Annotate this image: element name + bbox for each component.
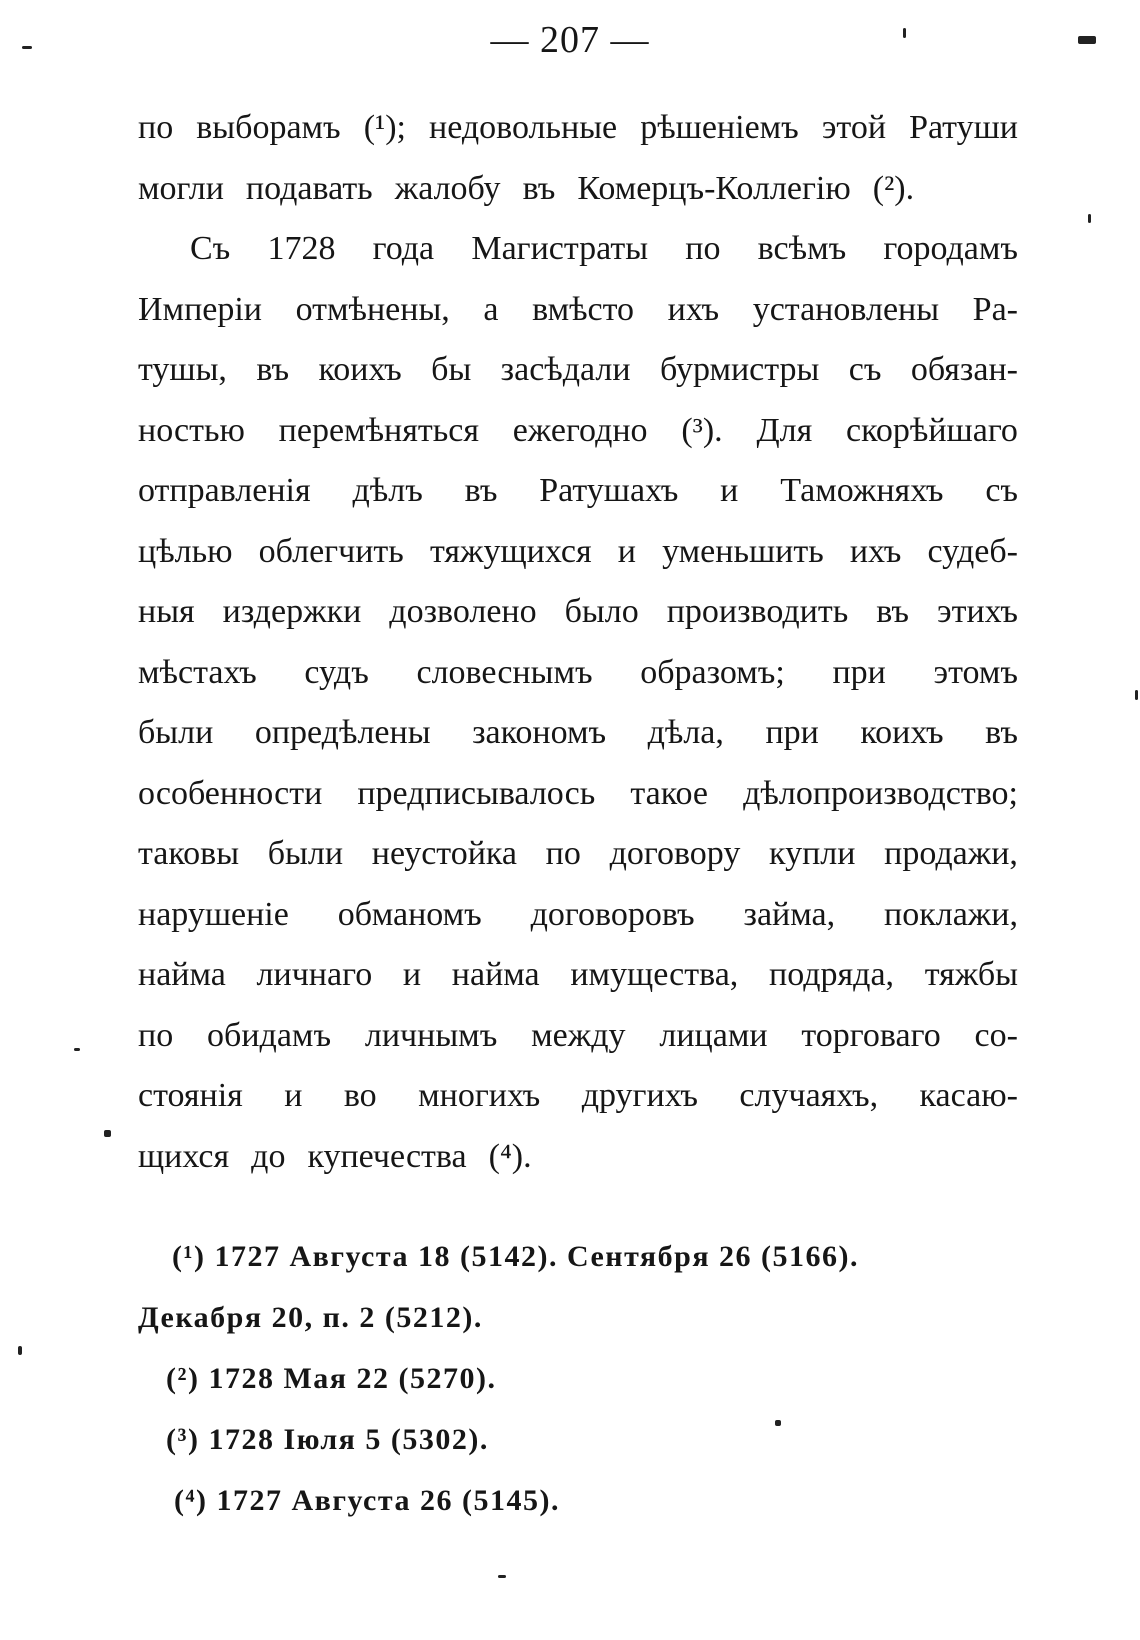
- word: недовольные: [429, 109, 618, 146]
- word: личнаго: [256, 956, 373, 993]
- word: и: [402, 956, 422, 993]
- word: Таможняхъ: [780, 472, 944, 509]
- word: перемѣняться: [278, 411, 479, 449]
- word: установлены: [752, 290, 940, 328]
- word: облегчить: [258, 532, 404, 570]
- word: ихъ: [849, 532, 902, 570]
- word: имущества,: [570, 956, 739, 993]
- word: судъ: [304, 653, 369, 691]
- word: выборамъ: [196, 109, 341, 146]
- word: производить: [666, 593, 849, 630]
- word: подряда,: [769, 956, 895, 993]
- scan-speck: [74, 1048, 80, 1051]
- text-line: [138, 280, 1018, 341]
- word: нарушеніе: [138, 895, 289, 933]
- word: коихъ: [860, 714, 944, 751]
- word: Магистраты: [471, 230, 649, 267]
- word: продажи,: [884, 835, 1018, 872]
- word: рѣшеніемъ: [640, 109, 799, 146]
- word: дѣла,: [647, 714, 724, 751]
- word: займа,: [743, 895, 836, 933]
- word: цѣлью: [138, 532, 233, 570]
- word: въ: [876, 593, 910, 630]
- word: подавать: [245, 169, 373, 207]
- word: договоровъ: [530, 895, 695, 933]
- text-line: [138, 764, 1018, 825]
- word: ныя: [138, 593, 195, 630]
- word: касаю-: [919, 1077, 1018, 1114]
- text-line: [138, 401, 1018, 462]
- text-line: [138, 885, 1018, 946]
- text-line: [138, 461, 1018, 522]
- scan-speck: [1078, 36, 1096, 44]
- scan-speck: [1088, 214, 1091, 223]
- word: вмѣсто: [532, 290, 635, 328]
- word: купечества: [307, 1137, 467, 1175]
- footnote-1-continued: Декабря 20, п. 2 (5212).: [138, 1301, 483, 1334]
- word: и: [617, 532, 636, 570]
- word: ихъ: [667, 290, 720, 328]
- text-line: [138, 1006, 1018, 1067]
- word: обманомъ: [337, 895, 482, 933]
- text-line: [138, 945, 1018, 1006]
- word: особенности: [138, 774, 323, 812]
- word: при: [765, 714, 819, 751]
- scan-speck: [104, 1130, 111, 1137]
- word: тяжбы: [924, 956, 1018, 993]
- word: уменьшить: [662, 532, 824, 570]
- scan-speck: [903, 28, 906, 38]
- scan-speck: [22, 46, 32, 49]
- word: Комерцъ-Коллегію: [577, 169, 851, 207]
- word: (²).: [872, 169, 915, 207]
- word: Для: [756, 411, 813, 449]
- word: по: [138, 1016, 174, 1054]
- word: а: [483, 290, 499, 328]
- word: судеб-: [927, 532, 1018, 570]
- word: неустойка: [371, 835, 517, 872]
- scan-speck: [18, 1346, 22, 1355]
- scan-speck: [775, 1420, 781, 1426]
- word: съ: [985, 472, 1018, 509]
- word: обязан-: [910, 351, 1018, 388]
- text-line: [138, 522, 1018, 583]
- word: отправленія: [138, 472, 311, 509]
- word: этой: [821, 109, 887, 146]
- word: случаяхъ,: [739, 1077, 879, 1114]
- page-number: — 207 —: [490, 19, 650, 61]
- body-text: [138, 98, 1018, 1187]
- word: опредѣлены: [254, 714, 431, 751]
- word: засѣдали: [500, 351, 631, 388]
- text-line: [138, 159, 1018, 220]
- word: договору: [609, 835, 741, 872]
- text-line: [138, 98, 1018, 159]
- word: были: [267, 835, 344, 872]
- text-line: [138, 340, 1018, 401]
- footnotes: [138, 1226, 1018, 1531]
- word: городамъ: [883, 230, 1018, 267]
- text-line: [138, 219, 1018, 280]
- word: этихъ: [937, 593, 1018, 630]
- word: личнымъ: [364, 1016, 498, 1054]
- word: словеснымъ: [416, 653, 593, 691]
- word: между: [531, 1016, 626, 1054]
- footnote-3: (³) 1728 Іюля 5 (5302).: [166, 1423, 489, 1456]
- word: дозволено: [389, 593, 537, 630]
- word: въ: [464, 472, 498, 509]
- word: были: [138, 714, 214, 751]
- word: Съ: [190, 230, 231, 267]
- word: поклажи,: [884, 895, 1018, 933]
- word: жалобу: [394, 169, 501, 207]
- word: образомъ;: [640, 653, 785, 691]
- word: Ра-: [972, 290, 1018, 328]
- word: по: [138, 109, 174, 146]
- word: тушы,: [138, 351, 227, 388]
- word: обидамъ: [207, 1016, 332, 1054]
- word: Ратуши: [909, 109, 1018, 146]
- word: другихъ: [581, 1077, 698, 1114]
- word: по: [545, 835, 581, 872]
- word: года: [372, 230, 435, 267]
- word: дѣлъ: [352, 472, 423, 509]
- text-line: [138, 824, 1018, 885]
- word: таковы: [138, 835, 240, 872]
- word: отмѣнены,: [295, 290, 450, 328]
- footnote-4: (⁴) 1727 Августа 26 (5145).: [174, 1484, 560, 1517]
- word: съ: [848, 351, 882, 388]
- word: предписывалось: [357, 774, 596, 812]
- word: (³).: [681, 411, 723, 449]
- word: тяжущихся: [429, 532, 592, 570]
- word: Ратушахъ: [539, 472, 679, 509]
- footnote-1: (¹) 1727 Августа 18 (5142). Сентября 26 (5166).: [172, 1240, 860, 1273]
- word: такое: [630, 774, 708, 812]
- word: коихъ: [318, 351, 402, 388]
- word: со-: [974, 1016, 1018, 1054]
- word: лицами: [659, 1016, 768, 1054]
- word: могли: [138, 169, 224, 207]
- word: во: [343, 1077, 377, 1114]
- word: торговаго: [801, 1016, 941, 1054]
- word: и: [284, 1077, 303, 1114]
- word: всѣмъ: [757, 230, 847, 267]
- word: было: [564, 593, 639, 630]
- scan-speck: [498, 1575, 506, 1578]
- word: и: [720, 472, 739, 509]
- text-line: [138, 703, 1018, 764]
- word: этомъ: [933, 653, 1018, 691]
- word: (⁴).: [488, 1137, 532, 1175]
- word: бурмистры: [659, 351, 820, 388]
- word: многихъ: [418, 1077, 541, 1114]
- text-line: [138, 1127, 1018, 1188]
- word: въ: [522, 169, 556, 207]
- word: мѣстахъ: [138, 653, 257, 691]
- footnote-2: (²) 1728 Мая 22 (5270).: [166, 1362, 497, 1395]
- text-line: [138, 582, 1018, 643]
- word: (¹);: [363, 109, 406, 146]
- word: скорѣйшаго: [846, 411, 1018, 449]
- word: купли: [769, 835, 856, 872]
- word: бы: [431, 351, 472, 388]
- word: стоянія: [138, 1077, 243, 1114]
- word: дѣлопроизводство;: [743, 774, 1018, 812]
- word: при: [832, 653, 886, 691]
- word: по: [685, 230, 721, 267]
- word: до: [251, 1137, 286, 1175]
- word: щихся: [138, 1137, 230, 1175]
- scan-speck: [1135, 690, 1138, 700]
- word: въ: [256, 351, 290, 388]
- word: ностью: [138, 411, 245, 449]
- text-line: [138, 643, 1018, 704]
- word: въ: [985, 714, 1018, 751]
- text-line: [138, 1066, 1018, 1127]
- word: издержки: [222, 593, 362, 630]
- word: найма: [138, 956, 226, 993]
- word: закономъ: [472, 714, 607, 751]
- word: Имперіи: [138, 290, 262, 328]
- word: ежегодно: [512, 411, 648, 449]
- word: найма: [451, 956, 540, 993]
- word: 1728: [267, 230, 336, 267]
